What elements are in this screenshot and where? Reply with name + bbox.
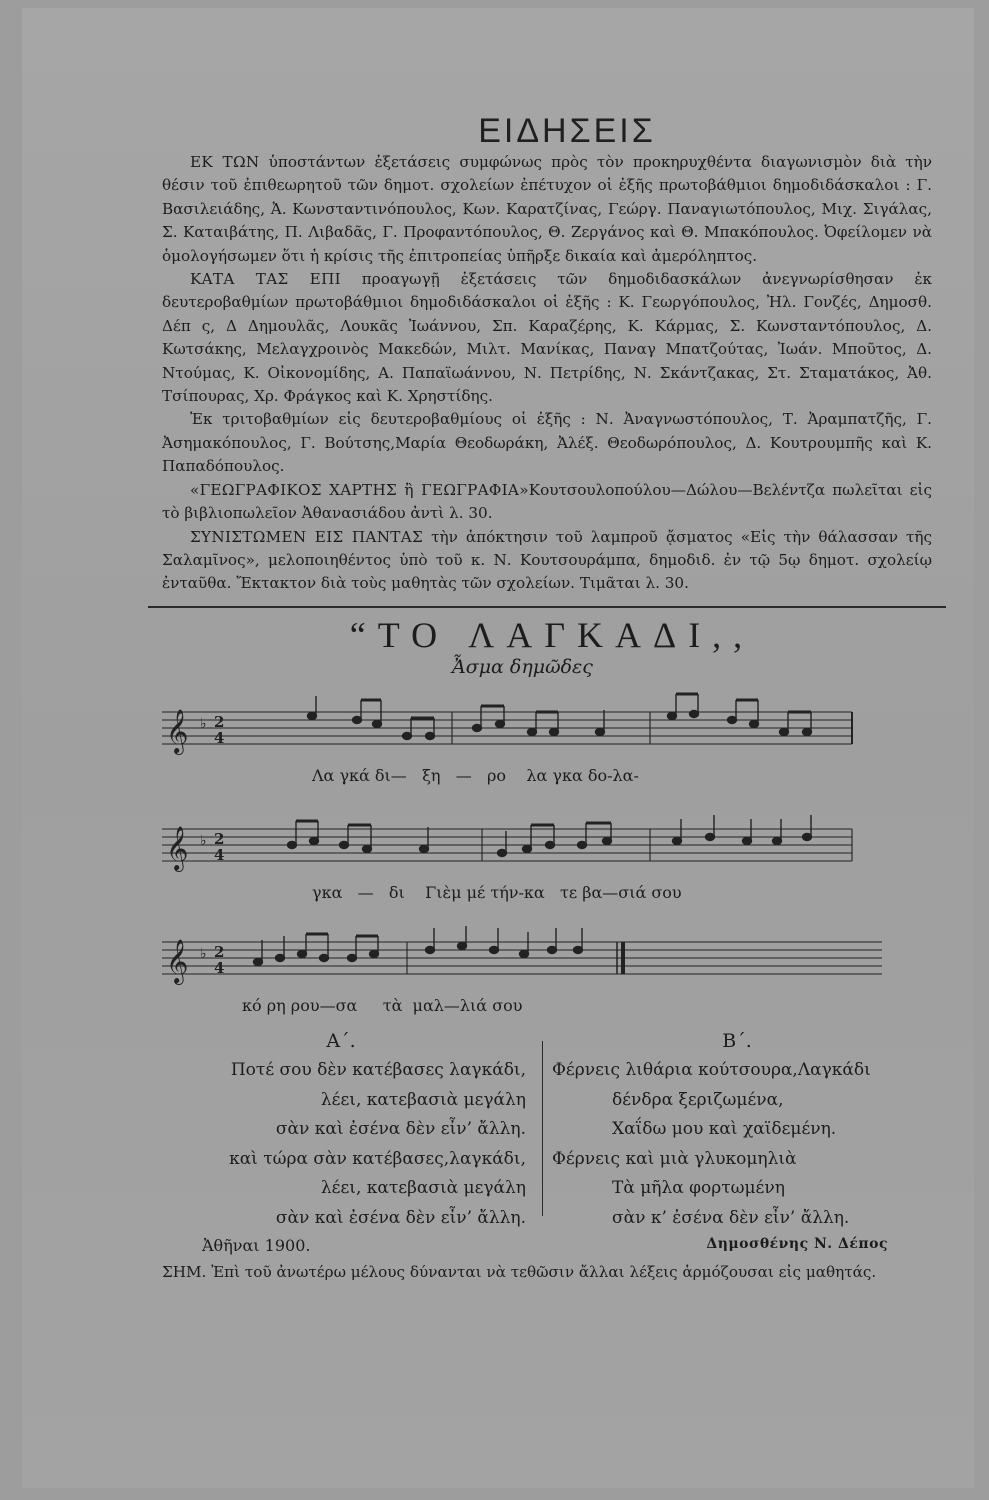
verses [162, 1027, 932, 1232]
news-item-5 [162, 526, 932, 596]
verse-a-line: λέει, κατεβασιὰ μεγάλη [320, 1178, 526, 1199]
news-item-1 [162, 151, 932, 268]
verse-a-line: καὶ τώρα σὰν κατέβασες,λαγκάδι, [229, 1148, 526, 1169]
author-signature: Δημοσθένης Ν. Δέπος [706, 1235, 888, 1252]
news-heading: ΕΙΔΗΣΕΙΣ [478, 112, 656, 150]
signature-row [162, 1236, 932, 1255]
verse-b-line: Τὰ μῆλα φορτωμένη [612, 1178, 785, 1199]
footnote: ΣΗΜ. Ἐπὶ τοῦ ἀνωτέρω μέλους δύνανται νὰ τεθῶσιν ἄλλαι λέξεις ἁρμόζουσαι εἰς μαθητάς. [162, 1262, 877, 1281]
section-divider [148, 606, 946, 608]
news-item-5-text: τὴν ἀπόκτησιν τοῦ λαμπροῦ ᾄσματος «Εἰς τὴν θάλασσαν τῆς Σαλαμῖνος», μελοποιηθέντος ὑπὸ τοῦ κ. Ν. Κουτσουράμπα, δημοδιδ. ἐν τῷ 5ῳ δημοτ. σχολείῳ ἐνταῦθα. Ἔκτακτον διὰ τοὺς μαθητὰς τῶν σχολείων. Τιμᾶται λ. 30. [162, 527, 932, 593]
lyrics-line-1: Λα γκά δι— ξη — ρο λα γκα δο-λα- [312, 765, 639, 785]
verse-divider [542, 1041, 543, 1216]
verse-b-line: Φέρνεις καὶ μιὰ γλυκομηλιὰ [552, 1148, 797, 1169]
verse-b-line: σὰν κ’ ἐσένα δὲν εἶν’ ἄλλη. [612, 1207, 850, 1228]
svg-text:𝄞: 𝄞 [166, 938, 189, 983]
svg-text:𝄞: 𝄞 [166, 708, 189, 753]
verse-b-line: Φέρνεις λιθάρια κούτσουρα,Λαγκάδι [552, 1060, 871, 1081]
svg-text:𝄞: 𝄞 [166, 825, 189, 870]
svg-text:4: 4 [214, 958, 225, 977]
verse-b-line: Χαΐδω μου καὶ χαϊδεμένη. [612, 1119, 837, 1140]
svg-text:♭: ♭ [200, 715, 207, 732]
staff-1-notation [162, 692, 882, 762]
news-item-2 [162, 268, 932, 408]
news-item-3 [162, 408, 932, 478]
news-item-1-lead: ΕΚ ΤΩΝ [190, 153, 260, 171]
staff-3-notation [162, 922, 882, 992]
verse-a-line: σὰν καὶ ἐσένα δὲν εἶν’ ἄλλη. [275, 1119, 526, 1140]
news-item-3-text: Ἐκ τριτοβαθμίων εἰς δευτεροβαθμίους οἱ ἐξῆς : Ν. Ἀναγνωστόπουλος, Τ. Ἀραμπατζῆς, Γ. Ἀσημακόπουλος, Γ. Βούτσης,Μαρία Θεοδωράκη, Ἀλέξ. Θεοδωρόπουλος, Δ. Κουτρουμπῆς καὶ Κ. Παπαδόπουλος. [162, 410, 932, 476]
song-subtitle: Ἆσμα δημῶδες [452, 655, 593, 678]
news-item-1-text: ὑποστάντων ἐξετάσεις συμφώνως πρὸς τὸν προκηρυχθέντα διαγωνισμὸν διὰ τὴν θέσιν τοῦ ἐπιθεωρητοῦ τῶν δημοτ. σχολείων ἐπέτυχον οἱ ἐξῆς πρωτοβάθμιοι δημοδιδάσκαλοι : Γ. Βασιλειάδης, Ἀ. Κωνσταντινόπουλος, Κων. Καρατζίνας, Γεώργ. Παναγιωτόπουλος, Μιχ. Σιγάλας, Σ. Καταιβάτης, Π. Λιβαδᾶς, Γ. Προφαντόπουλος, Θ. Ζεργάνος καὶ Θ. Μπακόπουλος. Ὀφείλομεν νὰ ὁμολογήσωμεν ὅτι ἡ κρίσις τῆς ἐπιτροπείας ὑπῆρξε δικαία καὶ ἀμερόληπτος. [162, 153, 933, 265]
svg-text:♭: ♭ [200, 945, 207, 962]
staff-2-notation [162, 809, 882, 879]
news-item-2-lead: ΚΑΤΑ ΤΑΣ ΕΠΙ [190, 270, 341, 289]
news-item-4-lead: «ΓΕΩΓΡΑΦΙΚΟΣ ΧΑΡΤΗΣ ἢ ΓΕΩΓΡΑΦΙΑ» [190, 480, 529, 499]
verse-a-line: λέει, κατεβασιὰ μεγάλη [320, 1089, 526, 1110]
verse-a [156, 1027, 536, 1234]
page-content [162, 112, 932, 1284]
svg-text:2: 2 [214, 829, 225, 848]
page [22, 8, 974, 1488]
music-staff-3 [162, 922, 932, 992]
news-item-4 [162, 479, 932, 526]
svg-text:♭: ♭ [200, 832, 207, 849]
song-title: “ΤΟ ΛΑΓΚΑΔΙ,, [349, 614, 755, 655]
verse-b-heading: Β΄. [722, 1029, 752, 1052]
verse-b [552, 1027, 922, 1234]
music-staff-2 [162, 809, 932, 879]
music-staff-1 [162, 692, 932, 762]
svg-text:2: 2 [214, 942, 225, 961]
svg-text:2: 2 [214, 712, 225, 731]
svg-text:4: 4 [214, 728, 225, 747]
verse-a-line: σὰν καὶ ἐσένα δὲν εἶν’ ἄλλη. [275, 1207, 526, 1228]
news-item-5-lead: ΣΥΝΙΣΤΩΜΕΝ ΕΙΣ ΠΑΝΤΑΣ [190, 527, 424, 546]
place-date: Ἀθῆναι 1900. [202, 1235, 311, 1255]
verse-b-line: δένδρα ξεριζωμένα, [612, 1089, 784, 1110]
lyrics-line-2: γκα — δι Γιὲμ μέ τήν-κα τε βα—σιά σου [312, 882, 682, 902]
svg-text:4: 4 [214, 845, 225, 864]
verse-a-line: Ποτέ σου δὲν κατέβασες λαγκάδι, [230, 1060, 526, 1081]
news-item-2-text: προαγωγῇ ἐξετάσεις τῶν δημοδιδασκάλων ἀνεγνωρίσθησαν ἐκ δευτεροβαθμίων πρωτοβάθμιοι δημοδιδάσκαλοι οἱ ἐξῆς : Κ. Γεωργόπουλος, Ἠλ. Γονζές, Δημοσθ. Δέπ ς, Δ Δημουλᾶς, Λουκᾶς Ἰωάννου, Σπ. Καραζέρης, Κ. Κάρμας, Σ. Κωνσταντόπουλος, Δ. Κωτσάκης, Μελαγχροινὸς Μακεδών, Μιλτ. Μανίκας, Παναγ Μπατζούτας, Ἰωάν. Μποῦτος, Δ. Ντούμας, Κ. Οἰκονομίδης, Α. Παπαϊωάννου, Ν. Πετρίδης, Ν. Σκάντζακας, Στ. Σταματάκος, Ἀθ. Τσίπουρας, Χρ. Φράγκος καὶ Κ. Χρηστίδης. [162, 270, 932, 406]
lyrics-line-3: κό ρη ρου—σα τὰ μαλ—λιά σου [242, 995, 523, 1015]
news-item-4-text: Κουτσουλοπούλου—Δώλου—Βελέντζα πωλεῖται εἰς τὸ βιβλιοπωλεῖον Ἀθανασιάδου ἀντὶ λ. 30. [162, 480, 932, 523]
verse-a-heading: Α΄. [326, 1029, 356, 1052]
